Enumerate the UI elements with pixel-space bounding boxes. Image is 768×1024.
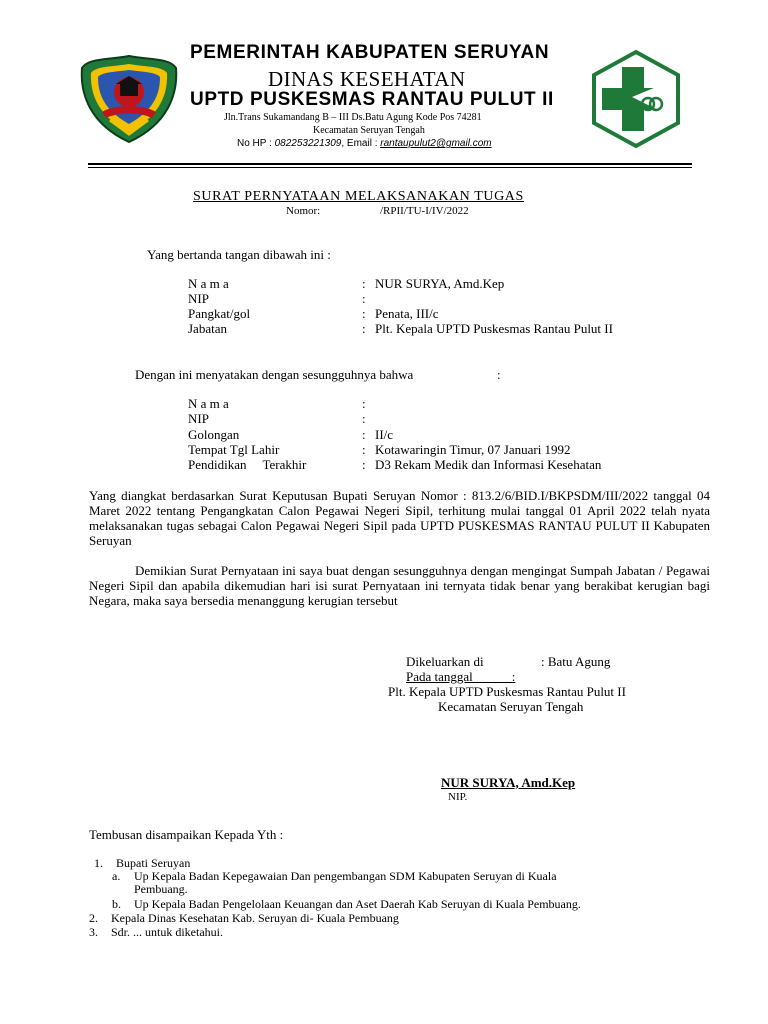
subject-name-sep: : [362, 396, 366, 411]
signer-name-value: NUR SURYA, Amd.Kep [375, 276, 505, 291]
signer-position-sep: : [362, 321, 366, 336]
header-government: PEMERINTAH KABUPATEN SERUYAN [190, 42, 550, 63]
cc-item-b-text: Up Kepala Badan Pengelolaan Keuangan dan Aset Daerah Kab Seruyan di Kuala Pembuang. [134, 897, 581, 911]
signer-district: Kecamatan Seruyan Tengah [438, 699, 584, 714]
cc-item-a-num: a. [112, 869, 121, 883]
subject-grade-value: II/c [375, 427, 394, 442]
hp-label: No HP : [237, 138, 275, 149]
cc-item-b-num: b. [112, 897, 121, 911]
date-label: Pada tanggal : [406, 669, 516, 684]
subject-birth-label: Tempat Tgl Lahir [188, 442, 280, 457]
cc-item-a-text: Up Kepala Badan Kepegawaian Dan pengembangan SDM Kabupaten Seruyan di Kuala [134, 869, 557, 883]
email-link[interactable]: rantaupulut2@gmail.com [380, 138, 492, 149]
signer-rank-label: Pangkat/gol [188, 306, 251, 321]
nomor-label: Nomor: [286, 205, 321, 217]
subject-grade-label: Golongan [188, 427, 240, 442]
signer-nip: NIP. [448, 791, 468, 803]
cc-item-a-cont: Pembuang. [134, 882, 188, 896]
hp-value: 082253221309 [274, 138, 342, 149]
declare-sep: : [497, 367, 501, 382]
signer-name: NUR SURYA, Amd.Kep [441, 775, 576, 790]
subject-education-value: D3 Rekam Medik dan Informasi Kesehatan [375, 457, 602, 472]
subject-nip-sep: : [362, 411, 366, 426]
header-agency: DINAS KESEHATAN [268, 67, 466, 91]
header-contact [237, 138, 492, 149]
appointment-paragraph: Yang diangkat berdasarkan Surat Keputusan Bupati Seruyan Nomor : 813.2/6/BID.I/BKPSDM/III/2022 tanggal 04 Maret 2022 tentang Pengangkatan Calon Pegawai Negeri Sipil, terhitung mulai tanggal 01 April 2022 telah nyata melaksanakan tugas sebagai Calon Pegawai Negeri Sipil pada UPTD PUSKESMAS RANTAU PULUT II Kabupaten Seruyan [89, 488, 710, 548]
signer-rank-value: Penata, III/c [375, 306, 439, 321]
subject-birth-value: Kotawaringin Timur, 07 Januari 1992 [375, 442, 571, 457]
signer-name-sep: : [362, 276, 366, 291]
cc-item-3-text: Sdr. ... untuk diketahui. [111, 925, 223, 939]
closing-paragraph: Demikian Surat Pernyataan ini saya buat dengan sesungguhnya dengan mengingat Sumpah Jabatan / Pegawai Negeri Sipil dan apabila dikemudian hari isi surat Pernyataan ini ternyata tidak benar yang berakibat kerugian bagi Negara, maka saya bersedia menanggung kerugian tersebut [89, 563, 710, 608]
subject-nip-label: NIP [188, 411, 209, 426]
cc-item-2-text: Kepala Dinas Kesehatan Kab. Seruyan di- Kuala Pembuang [111, 911, 399, 925]
signer-name-label: N a m a [188, 276, 229, 291]
declare-text: Dengan ini menyatakan dengan sesungguhnya bahwa [135, 367, 414, 382]
seruyan-regency-emblem [80, 54, 178, 144]
header-district: Kecamatan Seruyan Tengah [313, 125, 425, 136]
signer-nip-sep: : [362, 291, 366, 306]
cc-heading: Tembusan disampaikan Kepada Yth : [89, 827, 284, 842]
subject-grade-sep: : [362, 427, 366, 442]
signer-nip-label: NIP [188, 291, 209, 306]
subject-name-label: N a m a [188, 396, 229, 411]
intro-text: Yang bertanda tangan dibawah ini : [147, 247, 331, 262]
issued-at-label: Dikeluarkan di [406, 654, 484, 669]
signer-position: Plt. Kepala UPTD Puskesmas Rantau Pulut II [388, 684, 626, 699]
header-divider-thin [88, 167, 692, 168]
cc-item-3-num: 3. [89, 925, 98, 939]
email-label: , Email : [341, 138, 381, 149]
signer-position-label: Jabatan [188, 321, 227, 336]
header-address: Jln.Trans Sukamandang B – III Ds.Batu Agung Kode Pos 74281 [224, 112, 482, 123]
issued-at-value: : Batu Agung [541, 654, 611, 669]
cc-item-1-text: Bupati Seruyan [113, 856, 191, 870]
document-title: SURAT PERNYATAAN MELAKSANAKAN TUGAS [193, 189, 524, 204]
signer-rank-sep: : [362, 306, 366, 321]
subject-birth-sep: : [362, 442, 366, 457]
signer-position-value: Plt. Kepala UPTD Puskesmas Rantau Pulut II [375, 321, 613, 336]
subject-education-sep: : [362, 457, 366, 472]
cc-item-1-num: 1. [94, 856, 103, 870]
header-unit: UPTD PUSKESMAS RANTAU PULUT II [190, 89, 554, 110]
puskesmas-emblem [588, 49, 684, 149]
header-divider-thick [88, 163, 692, 165]
cc-item-2-num: 2. [89, 911, 98, 925]
nomor-value: /RPII/TU-I/IV/2022 [380, 205, 469, 217]
subject-education-label: Pendidikan Terakhir [188, 457, 307, 472]
